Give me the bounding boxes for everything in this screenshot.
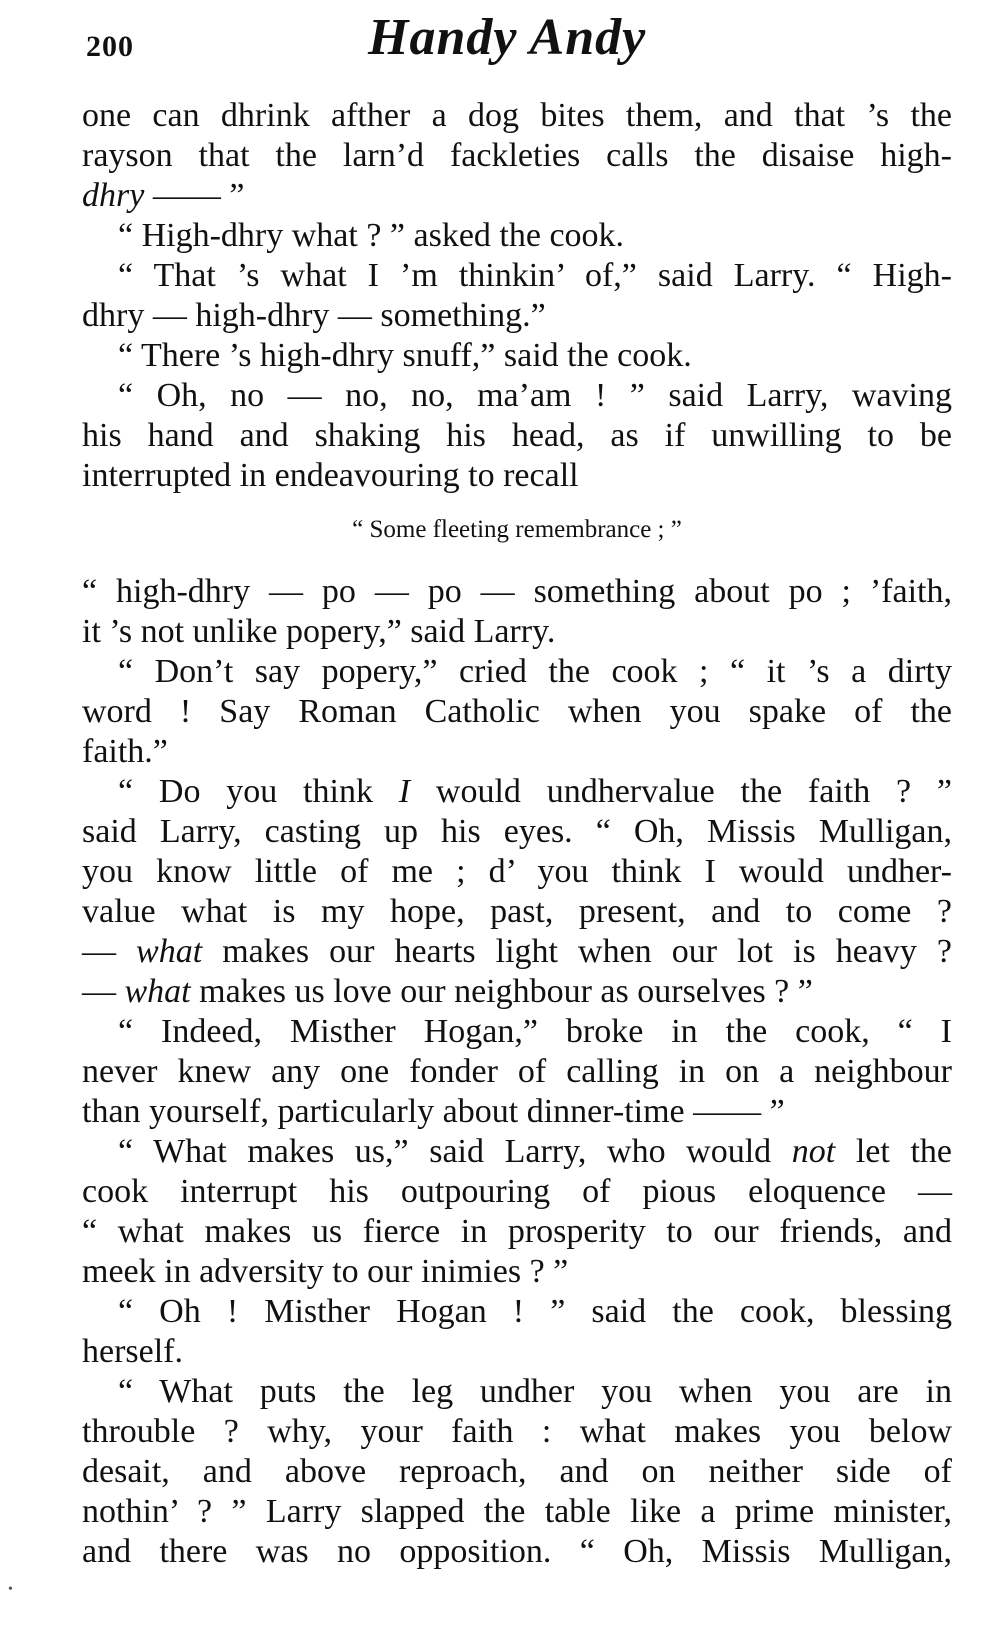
text-line: “ High-dhry what ? ” asked the cook. (118, 217, 625, 254)
text-line: dhry —— ” (82, 177, 245, 214)
text-line: it ’s not unlike popery,” said Larry. (82, 613, 556, 650)
text-line: “ Don’t say popery,” cried the cook ; “ it ’s a dirty (118, 653, 952, 690)
margin-mark: • (8, 1582, 13, 1597)
text-line: “ high-dhry — po — po — something about po ; ’faith, (82, 573, 952, 610)
text-line: word ! Say Roman Catholic when you spake of the (82, 693, 952, 730)
verse-quotation: “ Some fleeting remembrance ; ” (352, 516, 682, 543)
text-line: “ What puts the leg undher you when you are in (118, 1373, 952, 1410)
text-line: nothin’ ? ” Larry slapped the table like a prime minister, (82, 1493, 952, 1530)
text-line: faith.” (82, 733, 168, 770)
text-line: rayson that the larn’d fackleties calls the disaise high- (82, 137, 952, 174)
text-line: his hand and shaking his head, as if unwilling to be (82, 417, 952, 454)
running-title: Handy Andy (368, 9, 647, 66)
text-line: value what is my hope, past, present, and to come ? (82, 893, 952, 930)
text-line: herself. (82, 1333, 184, 1370)
text-line: “ Do you think I would undhervalue the faith ? ” (118, 773, 952, 810)
text-line: “ Indeed, Misther Hogan,” broke in the cook, “ I (118, 1013, 952, 1050)
text-line: throuble ? why, your faith : what makes you below (82, 1413, 952, 1450)
text-line: said Larry, casting up his eyes. “ Oh, Missis Mulligan, (82, 813, 952, 850)
text-line: and there was no opposition. “ Oh, Missis Mulligan, (82, 1533, 952, 1570)
running-header (86, 8, 966, 78)
text-line: “ Oh ! Misther Hogan ! ” said the cook, blessing (118, 1293, 952, 1330)
text-line: never knew any one fonder of calling in on a neighbour (82, 1053, 952, 1090)
text-line: dhry — high-dhry — something.” (82, 297, 546, 334)
page-number: 200 (86, 30, 134, 63)
text-line: desait, and above reproach, and on neither side of (82, 1453, 952, 1490)
text-line: one can dhrink afther a dog bites them, and that ’s the (82, 97, 952, 134)
text-line: “ That ’s what I ’m thinkin’ of,” said Larry. “ High- (118, 257, 952, 294)
text-line: “ Oh, no — no, no, ma’am ! ” said Larry, waving (118, 377, 952, 414)
text-line: than yourself, particularly about dinner-time —— ” (82, 1093, 785, 1130)
body-text (82, 96, 952, 1572)
text-line: — what makes our hearts light when our lot is heavy ? (82, 933, 953, 970)
text-line: “ What makes us,” said Larry, who would not let the (118, 1133, 952, 1170)
text-line: cook interrupt his outpouring of pious eloquence — (82, 1173, 952, 1210)
text-line: you know little of me ; d’ you think I would undher- (82, 853, 952, 890)
text-line: interrupted in endeavouring to recall (82, 457, 579, 494)
text-line: meek in adversity to our inimies ? ” (82, 1253, 569, 1290)
text-line: — what makes us love our neighbour as ourselves ? ” (82, 973, 813, 1010)
text-line: “ what makes us fierce in prosperity to our friends, and (82, 1213, 952, 1250)
text-line: “ There ’s high-dhry snuff,” said the cook. (118, 337, 692, 374)
